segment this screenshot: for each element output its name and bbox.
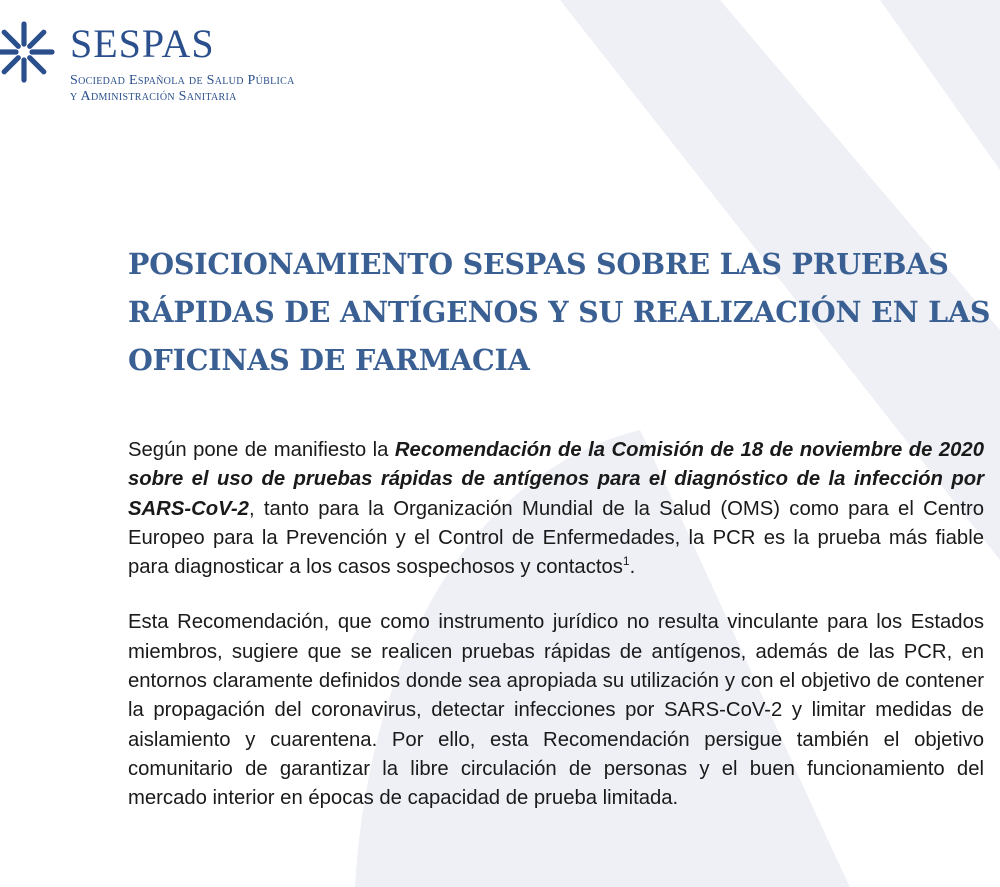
paragraph-1-end: .: [629, 556, 636, 579]
paragraph-1: [128, 436, 984, 582]
footnote-reference[interactable]: 1: [622, 554, 630, 569]
document-title: [128, 240, 991, 384]
logo-subtitle-line2: y Administración Sanitaria: [70, 89, 237, 104]
sespas-logo: [0, 18, 420, 108]
paragraph-2: Esta Recomendación, que como instrumento jurídico no resulta vinculante para los Estados miembros, sugiere que se realicen pruebas rápidas de antígenos, además de las PCR, en entornos claramente definidos donde sea apropiada su utilización y con el objetivo de contener la propagación del coronavirus, detectar infecciones por SARS-CoV-2 y limitar medidas de aislamiento y cuarentena. Por ello, esta Recomendación persigue también el objetivo comunitario de garantizar la libre circulación de personas y el buen funcionamiento del mercado interior en épocas de capacidad de prueba limitada.: [128, 611, 984, 810]
paragraph-1-rest: , tanto para la Organización Mundial de la Salud (OMS) como para el Centro Europeo para la Prevención y el Control de Enfermedades, la PCR es la prueba más fiable para diagnosticar a los casos sospechosos y contactos: [128, 497, 984, 579]
title-line-1: POSICIONAMIENTO SESPAS SOBRE LAS PRUEBAS: [128, 247, 949, 281]
title-line-2: RÁPIDAS DE ANTÍGENOS Y SU REALIZACIÓN EN LAS: [128, 295, 991, 329]
logo-subtitle-line1: Sociedad Española de Salud Pública: [70, 73, 295, 88]
recommendation-citation: Recomendación de la Comisión de 18 de noviembre de 2020 sobre el uso de pruebas rápidas de antígenos para el diagnóstico de la infección por SARS-CoV-2: [128, 439, 984, 520]
logo-name: SESPAS: [70, 21, 215, 66]
document-body: [128, 436, 984, 840]
sespas-burst-logo-icon: [0, 20, 56, 84]
title-line-3: OFICINAS DE FARMACIA: [128, 343, 530, 377]
paragraph-1-intro: Según pone de manifiesto la: [128, 439, 395, 461]
